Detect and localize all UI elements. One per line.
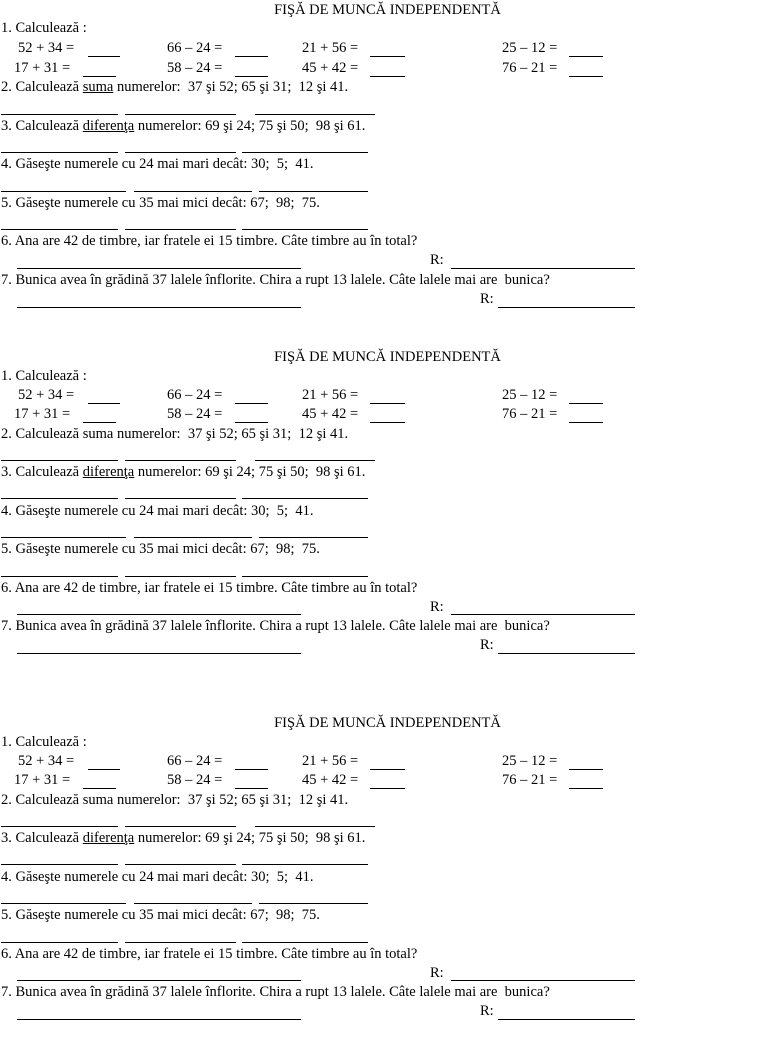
exercise-1-heading: 1. Calculează : [1, 734, 87, 750]
exercise-3-text: 3. Calculează [1, 464, 83, 480]
answer-line[interactable] [17, 980, 301, 981]
answer-line[interactable] [1, 576, 118, 577]
exercise-1-heading: 1. Calculează : [1, 368, 87, 384]
equation: 58 – 24 = [167, 406, 223, 422]
worksheet-title: FIŞĂ DE MUNCĂ INDEPENDENTĂ [274, 715, 501, 731]
exercise-7: 7. Bunica avea în grădină 37 lalele înflorite. Chira a rupt 13 lalele. Câte lalele mai are bunica? [1, 272, 550, 288]
answer-line[interactable] [569, 769, 603, 770]
answer-line[interactable] [17, 307, 301, 308]
answer-line[interactable] [255, 826, 375, 827]
answer-line[interactable] [134, 191, 252, 192]
answer-line[interactable] [1, 229, 118, 230]
answer-line[interactable] [83, 422, 116, 423]
answer-line[interactable] [235, 56, 268, 57]
exercise-2-text: 2. Calculează suma numerelor: 37 şi 52; 65 şi 31; 12 şi 41. [1, 426, 349, 442]
worksheet-title: FIŞĂ DE MUNCĂ INDEPENDENTĂ [274, 349, 501, 365]
answer-line[interactable] [17, 1019, 301, 1020]
exercise-2-numbers: numerelor: 37 şi 52; 65 şi 31; 12 şi 41. [113, 79, 349, 95]
answer-line[interactable] [17, 268, 301, 269]
answer-line[interactable] [498, 653, 635, 654]
equation: 66 – 24 = [167, 753, 223, 769]
answer-line[interactable] [259, 191, 368, 192]
exercise-5: 5. Găseşte numerele cu 35 mai mici decât: 67; 98; 75. [1, 195, 320, 211]
answer-line[interactable] [451, 268, 635, 269]
answer-line[interactable] [242, 942, 368, 943]
equation: 21 + 56 = [302, 387, 359, 403]
exercise-3 [1, 829, 365, 847]
equation: 76 – 21 = [502, 406, 558, 422]
answer-line[interactable] [370, 76, 405, 77]
exercise-3 [1, 117, 365, 135]
answer-line[interactable] [235, 403, 268, 404]
answer-line[interactable] [1, 460, 118, 461]
answer-line[interactable] [125, 576, 236, 577]
worksheet-title: FIŞĂ DE MUNCĂ INDEPENDENTĂ [274, 2, 501, 18]
answer-line[interactable] [498, 1019, 635, 1020]
answer-line[interactable] [17, 614, 301, 615]
answer-line[interactable] [88, 403, 120, 404]
equation: 21 + 56 = [302, 40, 359, 56]
equation: 58 – 24 = [167, 60, 223, 76]
answer-line[interactable] [569, 788, 603, 789]
exercise-3-text: 3. Calculează [1, 830, 83, 846]
equation: 25 – 12 = [502, 753, 558, 769]
answer-line[interactable] [1, 498, 118, 499]
answer-line[interactable] [17, 653, 301, 654]
answer-line[interactable] [255, 460, 375, 461]
equation: 17 + 31 = [14, 406, 71, 422]
answer-line[interactable] [83, 788, 116, 789]
worksheet-1 [0, 0, 775, 340]
answer-line[interactable] [235, 788, 268, 789]
answer-line[interactable] [125, 229, 236, 230]
answer-line[interactable] [125, 460, 236, 461]
answer-line[interactable] [569, 56, 603, 57]
answer-line[interactable] [1, 152, 118, 153]
answer-line[interactable] [255, 114, 375, 115]
answer-label: R: [480, 637, 494, 653]
exercise-2 [1, 791, 348, 809]
answer-line[interactable] [370, 422, 405, 423]
exercise-3-keyword: diferenţa [82, 830, 135, 846]
answer-line[interactable] [451, 980, 635, 981]
answer-line[interactable] [242, 498, 368, 499]
equation: 58 – 24 = [167, 772, 223, 788]
answer-label: R: [480, 291, 494, 307]
equation: 76 – 21 = [502, 60, 558, 76]
exercise-7: 7. Bunica avea în grădină 37 lalele înflorite. Chira a rupt 13 lalele. Câte lalele mai are bunica? [1, 984, 550, 1000]
answer-line[interactable] [134, 537, 252, 538]
answer-line[interactable] [1, 864, 118, 865]
exercise-4: 4. Găseşte numerele cu 24 mai mari decât: 30; 5; 41. [1, 156, 314, 172]
answer-line[interactable] [1, 903, 126, 904]
equation: 17 + 31 = [14, 60, 71, 76]
answer-line[interactable] [242, 864, 368, 865]
answer-line[interactable] [370, 56, 405, 57]
exercise-2-text: 2. Calculează [1, 79, 83, 95]
answer-line[interactable] [498, 307, 635, 308]
equation: 66 – 24 = [167, 40, 223, 56]
answer-line[interactable] [1, 537, 126, 538]
exercise-6: 6. Ana are 42 de timbre, iar fratele ei 15 timbre. Câte timbre au în total? [1, 233, 418, 249]
exercise-7: 7. Bunica avea în grădină 37 lalele înflorite. Chira a rupt 13 lalele. Câte lalele mai are bunica? [1, 618, 550, 634]
answer-line[interactable] [235, 769, 268, 770]
answer-line[interactable] [235, 76, 268, 77]
answer-line[interactable] [1, 114, 118, 115]
answer-line[interactable] [569, 76, 603, 77]
answer-line[interactable] [569, 422, 603, 423]
answer-line[interactable] [125, 826, 236, 827]
exercise-2 [1, 78, 348, 96]
answer-line[interactable] [134, 903, 252, 904]
answer-line[interactable] [125, 864, 236, 865]
answer-line[interactable] [88, 56, 120, 57]
equation: 52 + 34 = [18, 753, 75, 769]
exercise-2 [1, 425, 348, 443]
exercise-3-keyword: diferenţa [82, 118, 135, 134]
answer-line[interactable] [451, 614, 635, 615]
equation: 45 + 42 = [302, 772, 359, 788]
answer-line[interactable] [370, 403, 405, 404]
equation: 52 + 34 = [18, 387, 75, 403]
exercise-5: 5. Găseşte numerele cu 35 mai mici decât: 67; 98; 75. [1, 907, 320, 923]
answer-line[interactable] [125, 114, 236, 115]
answer-label: R: [430, 965, 444, 981]
equation: 21 + 56 = [302, 753, 359, 769]
exercise-2-keyword: suma [82, 79, 114, 95]
answer-line[interactable] [125, 498, 236, 499]
exercise-3 [1, 463, 365, 481]
exercise-5: 5. Găseşte numerele cu 35 mai mici decât: 67; 98; 75. [1, 541, 320, 557]
answer-line[interactable] [370, 769, 405, 770]
answer-label: R: [430, 599, 444, 615]
answer-line[interactable] [1, 826, 118, 827]
answer-line[interactable] [1, 942, 118, 943]
answer-line[interactable] [259, 537, 368, 538]
equation: 45 + 42 = [302, 406, 359, 422]
exercise-6: 6. Ana are 42 de timbre, iar fratele ei 15 timbre. Câte timbre au în total? [1, 580, 418, 596]
exercise-2-text: 2. Calculează suma numerelor: 37 şi 52; 65 şi 31; 12 şi 41. [1, 792, 349, 808]
equation: 17 + 31 = [14, 772, 71, 788]
exercise-3-numbers: numerelor: 69 şi 24; 75 şi 50; 98 şi 61. [134, 830, 366, 846]
exercise-3-numbers: numerelor: 69 şi 24; 75 şi 50; 98 şi 61. [134, 118, 366, 134]
exercise-3-keyword: diferenţa [82, 464, 135, 480]
answer-line[interactable] [1, 191, 126, 192]
equation: 52 + 34 = [18, 40, 75, 56]
exercise-4: 4. Găseşte numerele cu 24 mai mari decât: 30; 5; 41. [1, 503, 314, 519]
answer-label: R: [480, 1003, 494, 1019]
answer-line[interactable] [242, 229, 368, 230]
exercise-4: 4. Găseşte numerele cu 24 mai mari decât: 30; 5; 41. [1, 869, 314, 885]
exercise-1-heading: 1. Calculează : [1, 20, 87, 36]
worksheet-2 [0, 347, 775, 687]
exercise-3-text: 3. Calculează [1, 118, 83, 134]
equation: 25 – 12 = [502, 387, 558, 403]
answer-line[interactable] [125, 152, 236, 153]
answer-line[interactable] [125, 942, 236, 943]
equation: 76 – 21 = [502, 772, 558, 788]
answer-line[interactable] [370, 788, 405, 789]
answer-line[interactable] [242, 576, 368, 577]
worksheet-3 [0, 713, 775, 1040]
answer-line[interactable] [569, 403, 603, 404]
equation: 45 + 42 = [302, 60, 359, 76]
answer-line[interactable] [259, 903, 368, 904]
answer-line[interactable] [235, 422, 268, 423]
exercise-3-numbers: numerelor: 69 şi 24; 75 şi 50; 98 şi 61. [134, 464, 366, 480]
answer-label: R: [430, 252, 444, 268]
exercise-6: 6. Ana are 42 de timbre, iar fratele ei 15 timbre. Câte timbre au în total? [1, 946, 418, 962]
answer-line[interactable] [88, 769, 120, 770]
answer-line[interactable] [83, 76, 116, 77]
equation: 25 – 12 = [502, 40, 558, 56]
answer-line[interactable] [242, 152, 368, 153]
equation: 66 – 24 = [167, 387, 223, 403]
